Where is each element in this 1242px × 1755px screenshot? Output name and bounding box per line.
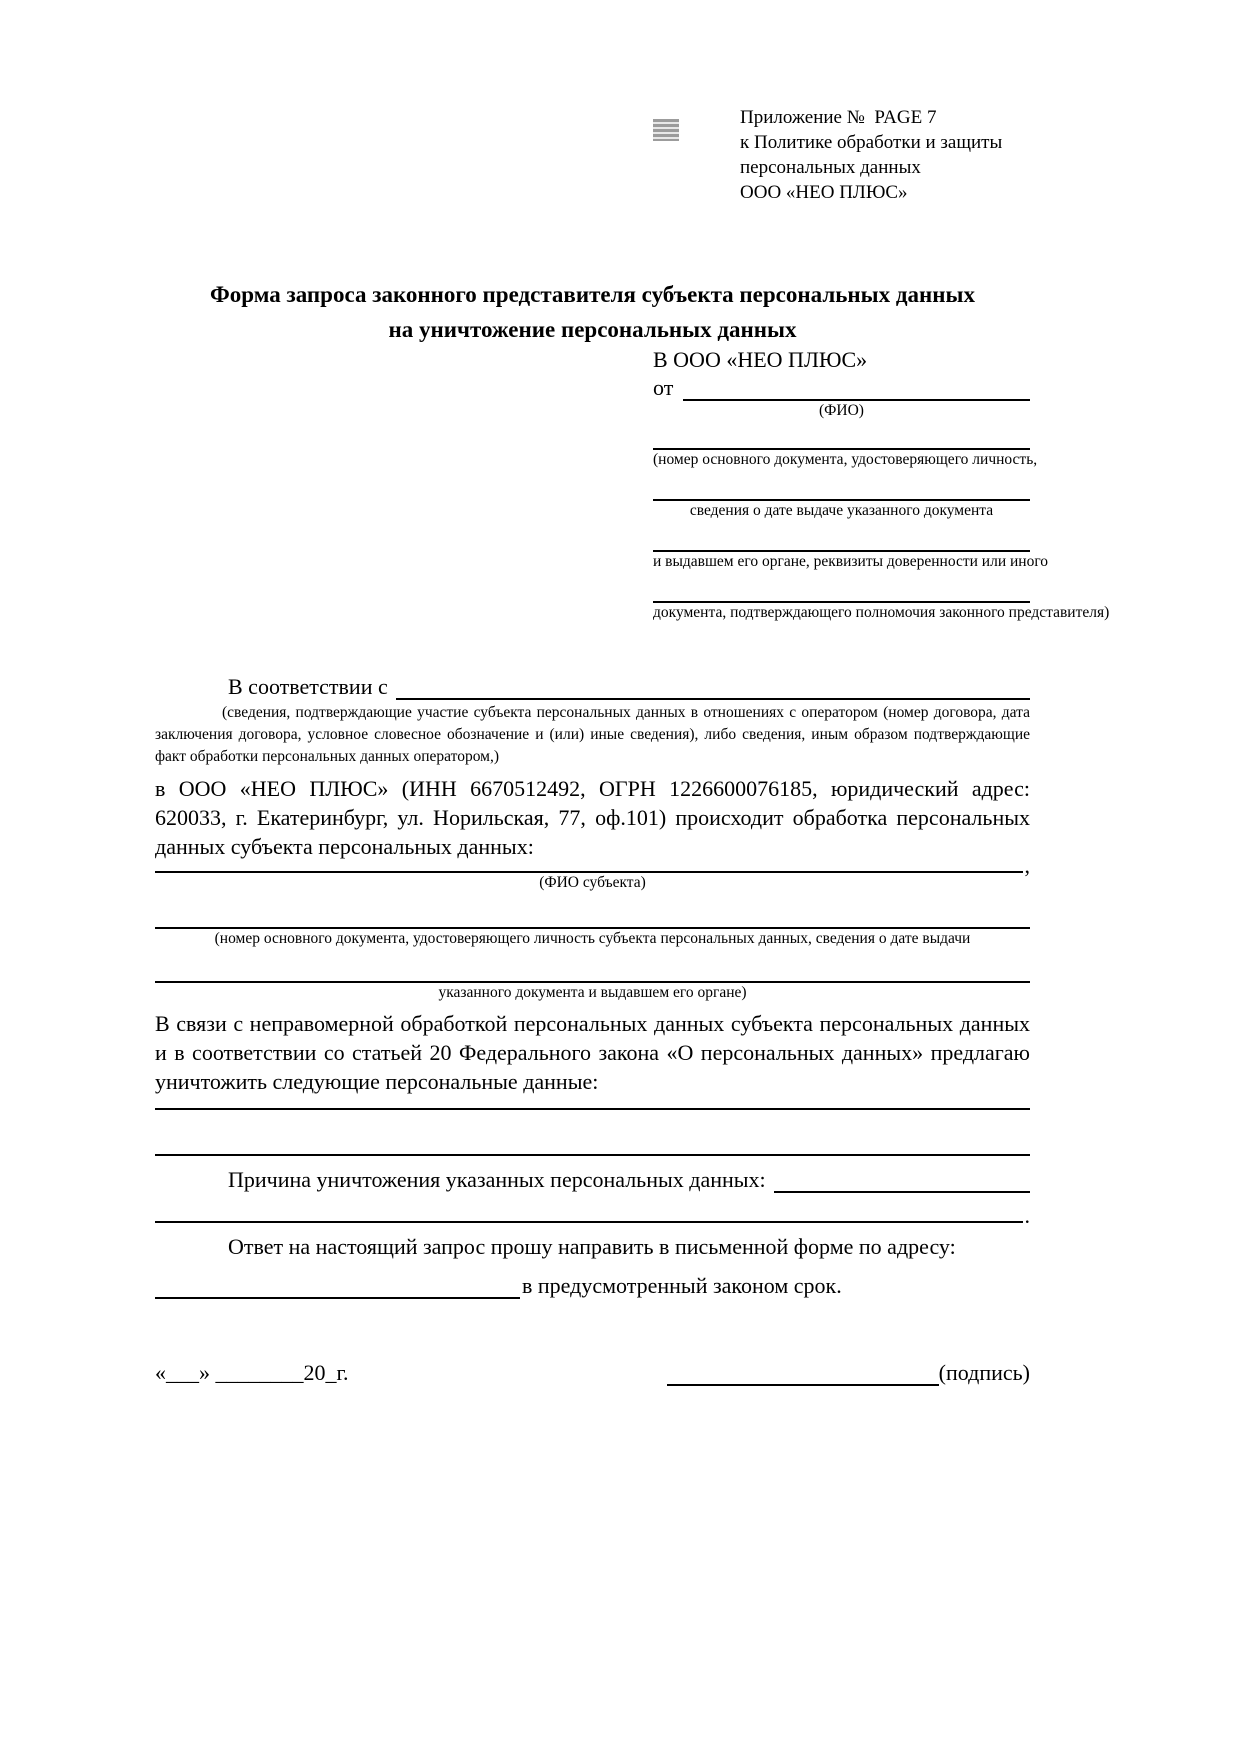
caption-fio: (ФИО) (819, 402, 864, 419)
reason-fill-line (774, 1166, 1030, 1193)
data-fill-line-1 (155, 1108, 1030, 1110)
doc-issuer-fill-line (653, 520, 1030, 552)
reason-fill-line-2 (155, 1209, 1023, 1223)
form-title-line-1: Форма запроса законного представителя субъекта персональных данных (210, 282, 975, 307)
date-line: «___» ________20_г. (155, 1360, 349, 1385)
addressee-line: В ООО «НЕО ПЛЮС» (653, 347, 868, 372)
caption-doc-issuer: и выдавшем его органе, реквизиты доверенности или иного (653, 553, 1049, 570)
footer-row (155, 1357, 1030, 1386)
reason-continue-row (155, 1203, 1030, 1228)
answer-suffix: в предусмотренный законом срок. (522, 1273, 842, 1298)
subject-issuer-row (155, 949, 1030, 983)
signature-caption: (подпись) (938, 1360, 1030, 1385)
fio-fill-line (683, 375, 1030, 401)
recipient-block (585, 347, 1110, 622)
from-label: от (653, 375, 674, 400)
caption-subject-doc: (номер основного документа, удостоверяющего личность субъекта персональных данных, сведения о дате выдачи (214, 930, 971, 947)
doc-date-fill-line (653, 469, 1030, 501)
subject-issuer-fill-line (155, 949, 1030, 983)
header-block (155, 105, 1030, 205)
header-policy-line-1: к Политике обработки и защиты (740, 132, 1003, 153)
doc-number-fill-line (653, 420, 1030, 450)
reason-label: Причина уничтожения указанных персональных данных: (228, 1167, 766, 1192)
subject-doc-row (155, 893, 1030, 929)
accordance-fill-line (396, 674, 1030, 700)
text-lines-icon (653, 119, 679, 141)
subject-fio-fill-line (155, 861, 1023, 873)
form-title (155, 277, 1030, 347)
subject-fio-row (155, 853, 1030, 878)
signature-fill-line (667, 1359, 939, 1386)
page-content (0, 105, 1242, 1386)
data-fill-line-2 (155, 1154, 1030, 1156)
trailing-period: . (1024, 1203, 1030, 1228)
caption-subject-issuer: указанного документа и выдавшем его органе) (438, 984, 747, 1001)
header-policy-line-2: персональных данных (740, 157, 921, 178)
destruction-paragraph: В связи с неправомерной обработкой персональных данных субъекта персональных данных и в соответствии со статьей 20 Федерального закона «О персональных данных» предлагаю уничтожить следующие персональные данные: (155, 1011, 1030, 1094)
subject-trailing-comma: , (1024, 853, 1030, 878)
answer-intro: Ответ на настоящий запрос прошу направить в письменной форме по адресу: (228, 1234, 956, 1259)
representative-fields (653, 401, 1110, 622)
accordance-row (155, 672, 1030, 700)
signature-group (667, 1359, 1030, 1386)
operator-paragraph: в ООО «НЕО ПЛЮС» (ИНН 6670512492, ОГРН 1226600076185, юридический адрес: 620033, г. Екатеринбург, ул. Норильская, 77, оф.101) происходит обработка персональных данных субъекта персональных данных: (155, 776, 1030, 859)
accordance-lead: В соответствии с (228, 674, 388, 699)
caption-authority-doc: документа, подтверждающего полномочия законного представителя) (653, 604, 1110, 621)
header-company-line: ООО «НЕО ПЛЮС» (740, 182, 908, 203)
caption-doc-number: (номер основного документа, удостоверяющего личность, (653, 451, 1038, 468)
caption-subject-fio: (ФИО субъекта) (539, 874, 646, 891)
subject-doc-fill-line (155, 893, 1030, 929)
header-appendix-line: Приложение № PAGE 7 (740, 107, 937, 128)
answer-address-row (155, 1272, 1030, 1299)
from-row (653, 373, 1030, 401)
accordance-footnote: (сведения, подтверждающие участие субъекта персональных данных в отношениях с оператором (номер договора, дата заключения договора, условное словесное обозначение и (или) иные сведения), либо сведения, иным образом подтверждающие факт обработки персональных данных оператором,) (155, 704, 1030, 765)
address-fill-line (155, 1274, 520, 1299)
form-title-line-2: на уничтожение персональных данных (388, 317, 797, 342)
header-text (740, 105, 1030, 205)
reason-row (155, 1164, 1030, 1193)
authority-doc-fill-line (653, 571, 1030, 603)
caption-doc-date: сведения о дате выдаче указанного документа (689, 502, 994, 519)
